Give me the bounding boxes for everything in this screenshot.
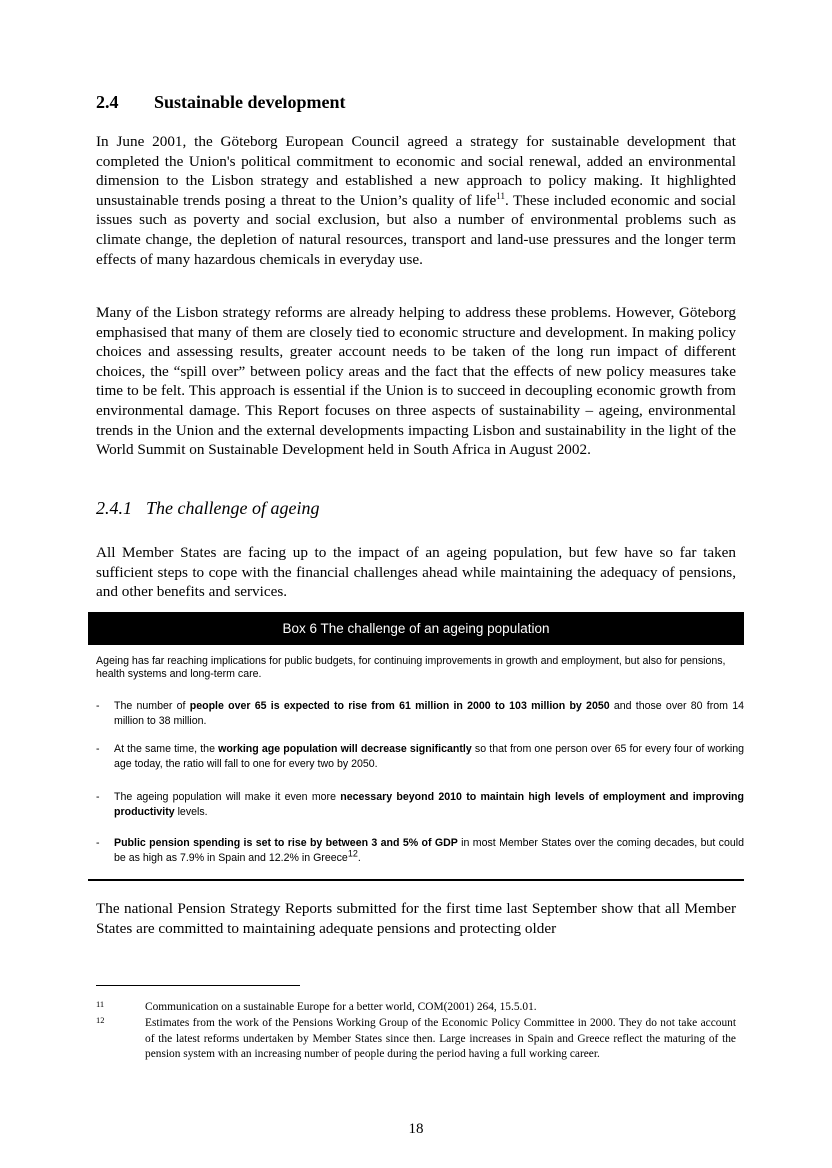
footnote-ref-11: 11 [496,190,505,201]
box-bullet-3 [96,790,744,819]
subsection-heading [96,498,319,519]
footnote-ref-12: 12 [347,847,358,858]
footnote-text: Communication on a sustainable Europe for a better world, COM(2001) 264, 15.5.01. [145,1001,537,1013]
bullet-bold-text: people over 65 is expected to rise from 61 million in 2000 to 103 million by 2050 [189,700,610,712]
bullet-bold-text: working age population will decrease significantly [218,743,472,755]
subsection-number: 2.4.1 [96,498,132,518]
paragraph-text-continued: . These included economic and social issues such as poverty and social exclusion, but also a number of environmental problems such as climate change, the depletion of natural resources, transport and land-use pressures and the longer term effects of many hazardous chemicals in everyday use. [96,191,736,268]
bullet-dash: - [96,700,100,712]
bullet-text: At the same time, the [114,743,219,755]
bullet-end: . [357,851,361,864]
section-number: 2.4 [96,92,119,112]
paragraph-lisbon-reforms: Many of the Lisbon strategy reforms are already helping to address these problems. However, Göteborg emphasised that many of them are closely tied to economic structure and development. In making policy choices and assessing results, greater account needs to be taken of the long run impact of different choices, the “spill over” between policy areas and the fact that the effects of new policy measures take time to be felt. This approach is essential if the Union is to succeed in decoupling economic growth from environmental damage. This Report focuses on three aspects of sustainability – ageing, environmental trends in the Union and the external developments impacting Lisbon and sustainability in the light of the World Summit on Sustainable Development held in South Africa in August 2002. [96,304,736,459]
box-bullet-2 [96,742,744,771]
bullet-text-after: and those over 80 from 14 million to 38 million. [114,700,745,727]
box-bullet-1 [96,699,744,728]
bullet-text-after: in most Member States over the coming decades, but could be as high as 7.9% in Spain and 12.2% in Greece [114,837,744,864]
bullet-text: The ageing population will make it even more [114,791,341,803]
paragraph-goteborg-strategy [96,132,736,269]
box-bottom-rule [88,879,744,881]
page-number: 18 [408,1121,424,1137]
footnote-text: Estimates from the work of the Pensions Working Group of the Economic Policy Committee in 2000. They do not take account of the latest reforms undertaken by Member States since then. Large increases in Spain and Greece reflect the maturing of the pension system with an increasing number of people during the period having a full working career. [145,1017,736,1060]
subsection-title: The challenge of ageing [146,498,320,518]
paragraph-text: In June 2001, the Göteborg European Council agreed a strategy for sustainable development that completed the Union's political commitment to economic and social renewal, added an environmental dimension to the Lisbon strategy and established a new approach to policy making. It highlighted unsustainable trends posing a threat to the Union’s quality of life [96,133,736,209]
bullet-bold-text: Public pension spending is set to rise by between 3 and 5% of GDP [114,837,458,849]
bullet-dash: - [96,743,100,755]
bullet-bold-text: necessary beyond 2010 to maintain high levels of employment and improving productivity [114,791,744,818]
box-title-bar: Box 6 The challenge of an ageing population [88,612,744,645]
footnote-mark: 12 [96,1015,105,1025]
bullet-text: The number of [114,700,190,712]
bullet-dash: - [96,837,100,849]
footnote-12 [96,1016,736,1063]
box-intro: Ageing has far reaching implications for public budgets, for continuing improvements in growth and employment, but also for pensions, health systems and long-term care. [96,655,726,680]
bullet-dash: - [96,791,100,803]
section-heading [96,92,346,113]
paragraph-pension-reports: The national Pension Strategy Reports submitted for the first time last September show that all Member States are committed to maintaining adequate pensions and protecting older [96,900,736,937]
bullet-text-after: so that from one person over 65 for every four of working age today, the ratio will fall to one for every two by 2050. [114,743,745,770]
paragraph-ageing-impact: All Member States are facing up to the impact of an ageing population, but few have so far taken sufficient steps to cope with the financial challenges ahead while maintaining the adequacy of pensions, and other benefits and services. [96,544,736,601]
box-bullet-4 [96,836,744,865]
footnote-separator [96,985,300,986]
section-title: Sustainable development [154,92,346,112]
footnote-11 [96,1000,736,1016]
bullet-text-after: levels. [174,805,208,818]
footnote-mark: 11 [96,999,105,1009]
